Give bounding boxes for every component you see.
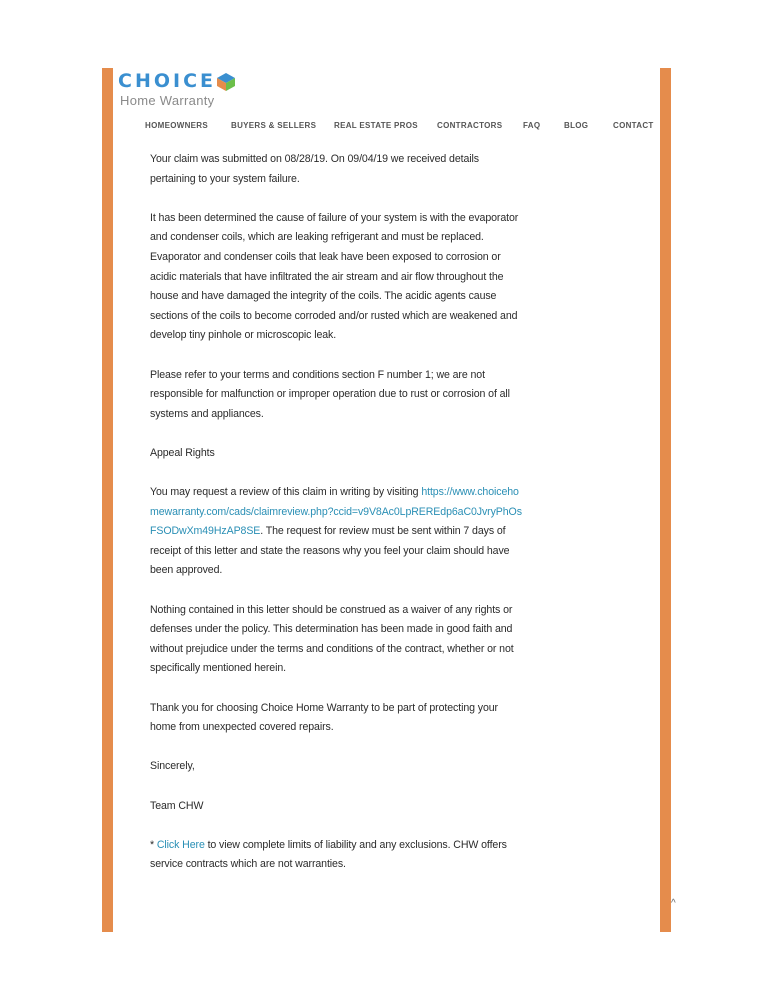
letter-paragraph-cause: It has been determined the cause of failure of your system is with the evaporator and condenser coils, which are leaking refrigerant and must be replaced. Evaporator and condenser coils that leak have been exposed to corrosion or acidic materials that have infiltrated the air stream and air flow throughout the house and have damaged the integrity of the coils. The acidic agents cause sections of the coils to become corroded and/or rusted which are weakened and develop tiny pinhole or microscopic leak. — [150, 211, 519, 342]
site-logo[interactable] — [118, 70, 248, 112]
click-here-link[interactable]: Click Here — [156, 838, 205, 851]
letter-paragraph-terms: Please refer to your terms and conditions section F number 1; we are not responsible for malfunction or improper operation due to rust or corrosion of all systems and appliances. — [150, 368, 510, 420]
left-accent-bar — [102, 68, 113, 932]
appeal-text-before: You may request a review of this claim in writing by visiting — [150, 486, 422, 499]
scroll-to-top-button[interactable] — [671, 898, 683, 910]
footnote-text: to view complete limits of liability and any exclusions. CHW offers service contracts which are not warranties. — [150, 838, 507, 871]
logo-wordmark: CHOICE — [118, 70, 216, 92]
nav-homeowners[interactable]: HOMEOWNERS — [145, 121, 208, 130]
nav-faq[interactable]: FAQ — [523, 121, 541, 130]
letter-paragraph-waiver: Nothing contained in this letter should be construed as a waiver of any rights or defenses under the policy. This determination has been made in good faith and without prejudice under the terms and conditions of the contract, whether or not specifically mentioned herein. — [150, 603, 514, 675]
letter-footnote — [150, 836, 522, 875]
right-accent-bar — [660, 68, 671, 932]
claim-letter — [150, 150, 522, 895]
appeal-text-after: . The request for review must be sent within 7 days of receipt of this letter and state the reasons why you feel your claim should have been approved. — [150, 525, 510, 577]
letter-paragraph-appeal — [150, 483, 522, 581]
nav-buyers-sellers[interactable]: BUYERS & SELLERS — [231, 121, 317, 130]
nav-contractors[interactable]: CONTRACTORS — [437, 121, 503, 130]
footnote-star: * — [150, 838, 157, 851]
letter-paragraph-thanks: Thank you for choosing Choice Home Warranty to be part of protecting your home from unexpected covered repairs. — [150, 701, 498, 734]
letter-signature: Team CHW — [150, 799, 204, 812]
nav-real-estate-pros[interactable]: REAL ESTATE PROS — [334, 121, 418, 130]
chevron-up-icon: ^ — [671, 898, 676, 909]
nav-blog[interactable]: BLOG — [564, 121, 589, 130]
logo-subtitle: Home Warranty — [120, 93, 215, 108]
logo-cube-icon — [216, 72, 236, 92]
nav-contact[interactable]: CONTACT — [613, 121, 654, 130]
letter-paragraph-submission: Your claim was submitted on 08/28/19. On 09/04/19 we received details pertaining to your system failure. — [150, 153, 479, 185]
claim-review-link[interactable]: https://www.choicehomewarranty.com/cads/claimreview.php?ccid=v9V8Ac0LpREREdp6aC0JvryPhOsFSODwXm49HzAP8SE — [150, 486, 522, 538]
appeal-rights-heading: Appeal Rights — [150, 446, 215, 459]
main-nav — [0, 120, 773, 134]
letter-closing: Sincerely, — [150, 760, 195, 773]
